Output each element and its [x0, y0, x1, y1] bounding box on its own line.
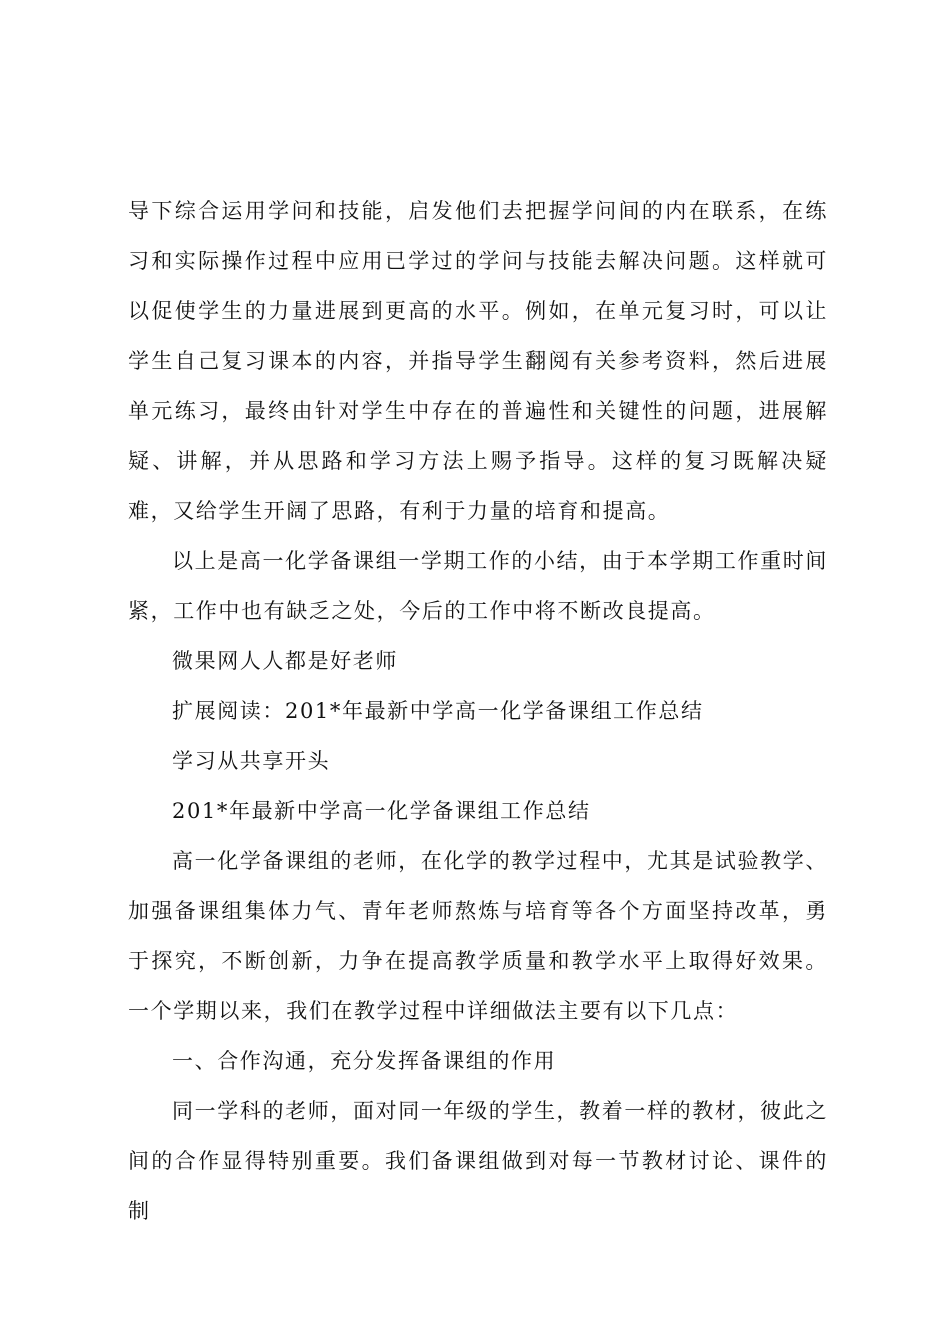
section-heading-cooperation: 一、合作沟通，充分发挥备课组的作用	[172, 1049, 557, 1073]
paragraph-review-method: 导下综合运用学问和技能，启发他们去把握学问间的内在联系，在练习和实际操作过程中应用已学过的学问与技能去解决问题。这样就可以促使学生的力量进展到更高的水平。例如，在单元复习时，可以让学生自己复习课本的内容，并指导学生翻阅有关参考资料，然后进展单元练习，最终由针对学生中存在的普遍性和关键性的问题，进展解疑、讲解，并从思路和学习方法上赐予指导。这样的复习既解决疑难，又给学生开阔了思路，有利于力量的培育和提高。	[128, 199, 828, 523]
document-body	[128, 186, 828, 1236]
paragraph-cooperation: 同一学科的老师，面对同一年级的学生，教着一样的教材，彼此之间的合作显得特别重要。我们备课组做到对每一节教材讨论、课件的制	[128, 1099, 828, 1223]
paragraph-sharing: 学习从共享开头	[172, 749, 331, 773]
paragraph-site-slogan: 微果网人人都是好老师	[172, 649, 398, 673]
paragraph-doc-title: 201*年最新中学高一化学备课组工作总结	[172, 799, 591, 823]
paragraph-extended-reading: 扩展阅读：201*年最新中学高一化学备课组工作总结	[172, 699, 704, 723]
paragraph-summary: 以上是高一化学备课组一学期工作的小结，由于本学期工作重时间紧，工作中也有缺乏之处，今后的工作中将不断改良提高。	[128, 549, 828, 623]
paragraph-intro: 高一化学备课组的老师，在化学的教学过程中，尤其是试验教学、加强备课组集体力气、青年老师熬炼与培育等各个方面坚持改革，勇于探究，不断创新，力争在提高教学质量和教学水平上取得好效果。一个学期以来，我们在教学过程中详细做法主要有以下几点：	[128, 849, 828, 1023]
